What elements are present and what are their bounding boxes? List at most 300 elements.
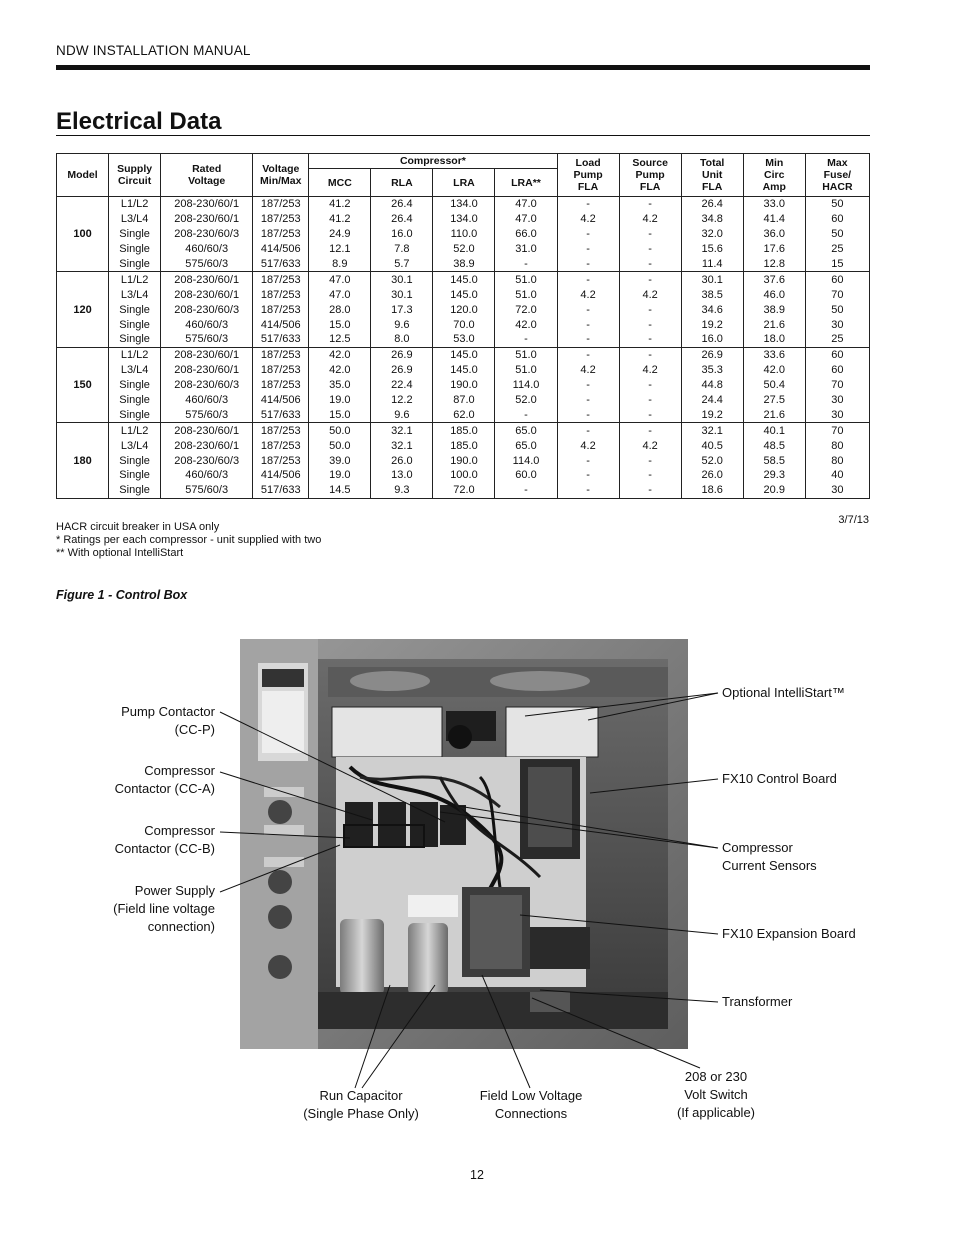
model-cell: 120 bbox=[57, 272, 109, 347]
table-cell: 16.0 bbox=[371, 227, 433, 242]
table-cell: 114.0 bbox=[495, 378, 557, 393]
table-cell: - bbox=[495, 332, 557, 347]
table-cell: L3/L4 bbox=[109, 287, 161, 302]
table-cell: 187/253 bbox=[253, 272, 309, 287]
table-cell: 14.5 bbox=[309, 483, 371, 498]
table-cell: 20.9 bbox=[743, 483, 805, 498]
table-cell: 50.0 bbox=[309, 423, 371, 438]
table-cell: 62.0 bbox=[433, 407, 495, 422]
note-intellistart: ** With optional IntelliStart bbox=[56, 547, 184, 559]
table-cell: 30.1 bbox=[681, 272, 743, 287]
table-cell: 46.0 bbox=[743, 287, 805, 302]
table-cell: 47.0 bbox=[309, 272, 371, 287]
table-cell: 187/253 bbox=[253, 453, 309, 468]
table-cell: Single bbox=[109, 483, 161, 498]
table-cell: 38.9 bbox=[433, 257, 495, 272]
table-cell: 187/253 bbox=[253, 347, 309, 362]
table-row bbox=[57, 438, 870, 453]
table-cell: 460/60/3 bbox=[161, 317, 253, 332]
table-cell: 145.0 bbox=[433, 347, 495, 362]
header-lra-intellistart: LRA** bbox=[495, 169, 557, 197]
table-cell: 18.0 bbox=[743, 332, 805, 347]
table-cell: 9.6 bbox=[371, 317, 433, 332]
table-row bbox=[57, 227, 870, 242]
table-cell: Single bbox=[109, 317, 161, 332]
table-cell: 26.9 bbox=[371, 363, 433, 378]
table-cell: 41.2 bbox=[309, 197, 371, 212]
table-cell: 17.6 bbox=[743, 242, 805, 257]
table-row bbox=[57, 407, 870, 422]
table-row bbox=[57, 317, 870, 332]
table-cell: 4.2 bbox=[619, 363, 681, 378]
table-cell: 80 bbox=[805, 453, 869, 468]
table-cell: L3/L4 bbox=[109, 363, 161, 378]
table-cell: 208-230/60/1 bbox=[161, 423, 253, 438]
model-cell: 150 bbox=[57, 347, 109, 422]
header-lra: LRA bbox=[433, 169, 495, 197]
table-cell: 31.0 bbox=[495, 242, 557, 257]
table-cell: 114.0 bbox=[495, 453, 557, 468]
table-cell: - bbox=[557, 197, 619, 212]
table-cell: - bbox=[619, 347, 681, 362]
table-cell: L3/L4 bbox=[109, 438, 161, 453]
table-cell: 60 bbox=[805, 363, 869, 378]
table-cell: - bbox=[619, 393, 681, 408]
table-cell: Single bbox=[109, 302, 161, 317]
table-cell: 134.0 bbox=[433, 197, 495, 212]
table-cell: 32.1 bbox=[371, 423, 433, 438]
header-rule bbox=[56, 65, 870, 70]
table-cell: L1/L2 bbox=[109, 272, 161, 287]
table-cell: 24.9 bbox=[309, 227, 371, 242]
table-cell: Single bbox=[109, 227, 161, 242]
table-cell: 21.6 bbox=[743, 407, 805, 422]
table-cell: 575/60/3 bbox=[161, 407, 253, 422]
table-cell: 187/253 bbox=[253, 363, 309, 378]
table-cell: 26.0 bbox=[681, 468, 743, 483]
table-cell: - bbox=[557, 272, 619, 287]
table-cell: 208-230/60/1 bbox=[161, 272, 253, 287]
header-voltage-minmax: Voltage Min/Max bbox=[253, 154, 309, 197]
table-cell: 32.1 bbox=[681, 423, 743, 438]
table-cell: Single bbox=[109, 378, 161, 393]
header-min-circ: Min Circ Amp bbox=[743, 154, 805, 197]
callout-compressor-contactor-a: Compressor Contactor (CC-A) bbox=[114, 763, 215, 796]
table-cell: 44.8 bbox=[681, 378, 743, 393]
header-rla: RLA bbox=[371, 169, 433, 197]
table-cell: Single bbox=[109, 257, 161, 272]
table-cell: 42.0 bbox=[309, 347, 371, 362]
callout-run-capacitor: Run Capacitor (Single Phase Only) bbox=[303, 1088, 419, 1121]
table-cell: 4.2 bbox=[619, 287, 681, 302]
table-cell: 26.9 bbox=[681, 347, 743, 362]
table-cell: 29.3 bbox=[743, 468, 805, 483]
callout-transformer: Transformer bbox=[722, 994, 793, 1009]
table-cell: - bbox=[619, 423, 681, 438]
table-cell: 60 bbox=[805, 347, 869, 362]
header-load-pump: Load Pump FLA bbox=[557, 154, 619, 197]
note-compressor: * Ratings per each compressor - unit supplied with two bbox=[56, 534, 322, 546]
table-cell: - bbox=[557, 483, 619, 498]
table-row bbox=[57, 287, 870, 302]
table-row bbox=[57, 212, 870, 227]
table-cell: 208-230/60/1 bbox=[161, 197, 253, 212]
table-cell: - bbox=[619, 453, 681, 468]
table-cell: - bbox=[619, 197, 681, 212]
table-cell: 70 bbox=[805, 378, 869, 393]
table-cell: Single bbox=[109, 468, 161, 483]
table-cell: 187/253 bbox=[253, 197, 309, 212]
table-cell: 460/60/3 bbox=[161, 468, 253, 483]
table-row bbox=[57, 363, 870, 378]
table-cell: 460/60/3 bbox=[161, 393, 253, 408]
table-cell: 185.0 bbox=[433, 438, 495, 453]
table-cell: 145.0 bbox=[433, 287, 495, 302]
table-cell: 414/506 bbox=[253, 393, 309, 408]
table-cell: 42.0 bbox=[309, 363, 371, 378]
table-cell: 70 bbox=[805, 287, 869, 302]
table-cell: 187/253 bbox=[253, 227, 309, 242]
table-cell: 50.4 bbox=[743, 378, 805, 393]
table-cell: 26.9 bbox=[371, 347, 433, 362]
table-cell: 208-230/60/3 bbox=[161, 227, 253, 242]
table-cell: - bbox=[557, 332, 619, 347]
table-cell: 51.0 bbox=[495, 272, 557, 287]
table-cell: - bbox=[619, 468, 681, 483]
table-row bbox=[57, 197, 870, 212]
table-cell: - bbox=[557, 317, 619, 332]
table-cell: 30 bbox=[805, 393, 869, 408]
table-cell: 4.2 bbox=[619, 438, 681, 453]
table-cell: 42.0 bbox=[743, 363, 805, 378]
table-cell: 37.6 bbox=[743, 272, 805, 287]
table-cell: 30 bbox=[805, 483, 869, 498]
callout-power-supply: Power Supply (Field line voltage connection) bbox=[113, 883, 215, 934]
table-cell: 4.2 bbox=[619, 212, 681, 227]
table-cell: 66.0 bbox=[495, 227, 557, 242]
table-cell: 8.9 bbox=[309, 257, 371, 272]
table-cell: 13.0 bbox=[371, 468, 433, 483]
table-cell: - bbox=[495, 483, 557, 498]
header-rated-voltage: Rated Voltage bbox=[161, 154, 253, 197]
table-cell: 190.0 bbox=[433, 378, 495, 393]
table-cell: 38.5 bbox=[681, 287, 743, 302]
page-number: 12 bbox=[470, 1168, 484, 1182]
table-cell: - bbox=[619, 227, 681, 242]
callout-fx10-control-board: FX10 Control Board bbox=[722, 771, 837, 786]
table-cell: 15.6 bbox=[681, 242, 743, 257]
table-cell: 51.0 bbox=[495, 347, 557, 362]
table-cell: 41.4 bbox=[743, 212, 805, 227]
table-cell: 34.6 bbox=[681, 302, 743, 317]
table-cell: Single bbox=[109, 242, 161, 257]
header-total-unit: Total Unit FLA bbox=[681, 154, 743, 197]
table-cell: L1/L2 bbox=[109, 423, 161, 438]
table-row bbox=[57, 453, 870, 468]
table-cell: - bbox=[619, 257, 681, 272]
table-cell: Single bbox=[109, 407, 161, 422]
table-cell: 50 bbox=[805, 227, 869, 242]
table-cell: 12.1 bbox=[309, 242, 371, 257]
table-cell: 208-230/60/1 bbox=[161, 212, 253, 227]
electrical-data-table bbox=[56, 153, 870, 499]
table-cell: 70 bbox=[805, 423, 869, 438]
table-cell: - bbox=[557, 227, 619, 242]
table-cell: - bbox=[619, 407, 681, 422]
table-cell: 110.0 bbox=[433, 227, 495, 242]
figure-title: Figure 1 - Control Box bbox=[56, 588, 188, 602]
table-cell: 575/60/3 bbox=[161, 257, 253, 272]
section-title: Electrical Data bbox=[56, 108, 222, 135]
table-row bbox=[57, 332, 870, 347]
table-cell: - bbox=[619, 242, 681, 257]
table-cell: 25 bbox=[805, 332, 869, 347]
table-cell: 120.0 bbox=[433, 302, 495, 317]
table-cell: 50 bbox=[805, 197, 869, 212]
table-cell: 30.1 bbox=[371, 287, 433, 302]
table-cell: 8.0 bbox=[371, 332, 433, 347]
table-cell: 33.0 bbox=[743, 197, 805, 212]
table-cell: Single bbox=[109, 453, 161, 468]
table-cell: 35.0 bbox=[309, 378, 371, 393]
table-cell: 60 bbox=[805, 272, 869, 287]
table-cell: 21.6 bbox=[743, 317, 805, 332]
header-max-fuse: Max Fuse/ HACR bbox=[805, 154, 869, 197]
table-cell: - bbox=[619, 483, 681, 498]
table-row bbox=[57, 302, 870, 317]
table-cell: 145.0 bbox=[433, 272, 495, 287]
table-cell: 9.3 bbox=[371, 483, 433, 498]
table-cell: 190.0 bbox=[433, 453, 495, 468]
table-cell: 4.2 bbox=[557, 438, 619, 453]
table-cell: 26.4 bbox=[371, 197, 433, 212]
table-cell: - bbox=[619, 332, 681, 347]
table-cell: 24.4 bbox=[681, 393, 743, 408]
table-cell: 72.0 bbox=[433, 483, 495, 498]
table-cell: 87.0 bbox=[433, 393, 495, 408]
table-row bbox=[57, 468, 870, 483]
table-cell: 47.0 bbox=[309, 287, 371, 302]
table-cell: 72.0 bbox=[495, 302, 557, 317]
table-cell: 4.2 bbox=[557, 212, 619, 227]
table-cell: 42.0 bbox=[495, 317, 557, 332]
table-cell: 19.0 bbox=[309, 393, 371, 408]
callout-field-low-voltage: Field Low Voltage Connections bbox=[479, 1088, 583, 1121]
table-cell: 16.0 bbox=[681, 332, 743, 347]
table-cell: 58.5 bbox=[743, 453, 805, 468]
table-cell: 208-230/60/3 bbox=[161, 302, 253, 317]
header-source-pump: Source Pump FLA bbox=[619, 154, 681, 197]
table-cell: 12.8 bbox=[743, 257, 805, 272]
table-cell: 11.4 bbox=[681, 257, 743, 272]
table-cell: 575/60/3 bbox=[161, 332, 253, 347]
table-cell: 414/506 bbox=[253, 242, 309, 257]
table-cell: 19.2 bbox=[681, 407, 743, 422]
table-cell: 60 bbox=[805, 212, 869, 227]
callout-fx10-expansion-board: FX10 Expansion Board bbox=[722, 926, 856, 941]
callout-compressor-current-sensors: Compressor Current Sensors bbox=[722, 840, 817, 873]
table-cell: 26.4 bbox=[371, 212, 433, 227]
revision-date: 3/7/13 bbox=[838, 514, 869, 526]
table-cell: Single bbox=[109, 332, 161, 347]
table-cell: 30 bbox=[805, 407, 869, 422]
callout-compressor-contactor-b: Compressor Contactor (CC-B) bbox=[114, 823, 215, 856]
table-cell: 51.0 bbox=[495, 287, 557, 302]
table-cell: 187/253 bbox=[253, 423, 309, 438]
table-cell: 32.1 bbox=[371, 438, 433, 453]
table-cell: 12.2 bbox=[371, 393, 433, 408]
table-cell: 208-230/60/1 bbox=[161, 347, 253, 362]
header-mcc: MCC bbox=[309, 169, 371, 197]
table-cell: - bbox=[557, 423, 619, 438]
table-cell: Single bbox=[109, 393, 161, 408]
table-cell: 187/253 bbox=[253, 378, 309, 393]
table-cell: 47.0 bbox=[495, 197, 557, 212]
header-model: Model bbox=[57, 154, 109, 197]
table-cell: 187/253 bbox=[253, 212, 309, 227]
table-cell: 38.9 bbox=[743, 302, 805, 317]
table-cell: - bbox=[557, 347, 619, 362]
table-cell: 32.0 bbox=[681, 227, 743, 242]
table-cell: 134.0 bbox=[433, 212, 495, 227]
table-cell: 50.0 bbox=[309, 438, 371, 453]
table-cell: 5.7 bbox=[371, 257, 433, 272]
table-cell: L3/L4 bbox=[109, 212, 161, 227]
control-box-image bbox=[240, 637, 690, 1051]
table-row bbox=[57, 483, 870, 498]
table-cell: 60.0 bbox=[495, 468, 557, 483]
table-cell: 65.0 bbox=[495, 423, 557, 438]
table-cell: 414/506 bbox=[253, 317, 309, 332]
table-row bbox=[57, 257, 870, 272]
note-hacr: HACR circuit breaker in USA only bbox=[56, 521, 220, 533]
table-row bbox=[57, 378, 870, 393]
table-cell: 100.0 bbox=[433, 468, 495, 483]
table-cell: 15.0 bbox=[309, 407, 371, 422]
table-row bbox=[57, 423, 870, 438]
table-cell: 41.2 bbox=[309, 212, 371, 227]
title-rule bbox=[56, 135, 870, 136]
table-cell: 19.2 bbox=[681, 317, 743, 332]
table-cell: 40 bbox=[805, 468, 869, 483]
table-cell: 517/633 bbox=[253, 483, 309, 498]
table-cell: 40.1 bbox=[743, 423, 805, 438]
table-cell: 50 bbox=[805, 302, 869, 317]
table-row bbox=[57, 347, 870, 362]
table-cell: 25 bbox=[805, 242, 869, 257]
table-row bbox=[57, 272, 870, 287]
table-cell: 12.5 bbox=[309, 332, 371, 347]
table-cell: - bbox=[619, 317, 681, 332]
callout-intellistart: Optional IntelliStart™ bbox=[722, 685, 845, 700]
callout-volt-switch: 208 or 230 Volt Switch (If applicable) bbox=[676, 1069, 756, 1120]
table-cell: 187/253 bbox=[253, 287, 309, 302]
table-cell: - bbox=[619, 378, 681, 393]
table-cell: 48.5 bbox=[743, 438, 805, 453]
table-cell: 19.0 bbox=[309, 468, 371, 483]
table-cell: 26.0 bbox=[371, 453, 433, 468]
table-cell: L1/L2 bbox=[109, 197, 161, 212]
table-cell: - bbox=[557, 257, 619, 272]
callout-pump-contactor: Pump Contactor (CC-P) bbox=[121, 704, 215, 737]
table-row bbox=[57, 242, 870, 257]
manual-title: NDW INSTALLATION MANUAL bbox=[56, 43, 251, 58]
table-cell: 30 bbox=[805, 317, 869, 332]
table-cell: 22.4 bbox=[371, 378, 433, 393]
table-cell: - bbox=[557, 453, 619, 468]
table-cell: - bbox=[495, 407, 557, 422]
table-cell: 185.0 bbox=[433, 423, 495, 438]
table-cell: 36.0 bbox=[743, 227, 805, 242]
header-compressor: Compressor* bbox=[309, 154, 557, 169]
table-cell: 40.5 bbox=[681, 438, 743, 453]
table-cell: 145.0 bbox=[433, 363, 495, 378]
table-cell: - bbox=[619, 272, 681, 287]
table-cell: - bbox=[557, 242, 619, 257]
table-cell: 27.5 bbox=[743, 393, 805, 408]
table-cell: 7.8 bbox=[371, 242, 433, 257]
table-cell: 33.6 bbox=[743, 347, 805, 362]
table-cell: 70.0 bbox=[433, 317, 495, 332]
table-cell: - bbox=[495, 257, 557, 272]
table-cell: 208-230/60/3 bbox=[161, 378, 253, 393]
table-cell: 460/60/3 bbox=[161, 242, 253, 257]
table-cell: 414/506 bbox=[253, 468, 309, 483]
table-cell: 51.0 bbox=[495, 363, 557, 378]
table-cell: 517/633 bbox=[253, 407, 309, 422]
table-cell: 15 bbox=[805, 257, 869, 272]
table-notes bbox=[56, 521, 321, 560]
table-cell: 52.0 bbox=[681, 453, 743, 468]
table-cell: - bbox=[557, 378, 619, 393]
table-cell: - bbox=[557, 407, 619, 422]
table-cell: 187/253 bbox=[253, 438, 309, 453]
table-cell: 4.2 bbox=[557, 363, 619, 378]
table-cell: 52.0 bbox=[495, 393, 557, 408]
table-cell: 80 bbox=[805, 438, 869, 453]
table-cell: 517/633 bbox=[253, 257, 309, 272]
table-cell: 15.0 bbox=[309, 317, 371, 332]
table-cell: 575/60/3 bbox=[161, 483, 253, 498]
table-cell: 18.6 bbox=[681, 483, 743, 498]
table-cell: 53.0 bbox=[433, 332, 495, 347]
table-cell: 28.0 bbox=[309, 302, 371, 317]
table-cell: 65.0 bbox=[495, 438, 557, 453]
table-cell: 187/253 bbox=[253, 302, 309, 317]
model-cell: 100 bbox=[57, 197, 109, 272]
table-row bbox=[57, 393, 870, 408]
table-cell: - bbox=[557, 302, 619, 317]
table-cell: 208-230/60/3 bbox=[161, 453, 253, 468]
table-cell: 34.8 bbox=[681, 212, 743, 227]
table-cell: L1/L2 bbox=[109, 347, 161, 362]
table-cell: - bbox=[557, 393, 619, 408]
table-cell: - bbox=[619, 302, 681, 317]
table-cell: 35.3 bbox=[681, 363, 743, 378]
table-cell: 208-230/60/1 bbox=[161, 363, 253, 378]
table-cell: 17.3 bbox=[371, 302, 433, 317]
table-cell: 208-230/60/1 bbox=[161, 438, 253, 453]
table-cell: 26.4 bbox=[681, 197, 743, 212]
table-cell: 4.2 bbox=[557, 287, 619, 302]
table-cell: 47.0 bbox=[495, 212, 557, 227]
header-supply-circuit: Supply Circuit bbox=[109, 154, 161, 197]
table-cell: 39.0 bbox=[309, 453, 371, 468]
control-box-photo bbox=[240, 637, 690, 1051]
table-cell: - bbox=[557, 468, 619, 483]
table-cell: 52.0 bbox=[433, 242, 495, 257]
table-cell: 9.6 bbox=[371, 407, 433, 422]
